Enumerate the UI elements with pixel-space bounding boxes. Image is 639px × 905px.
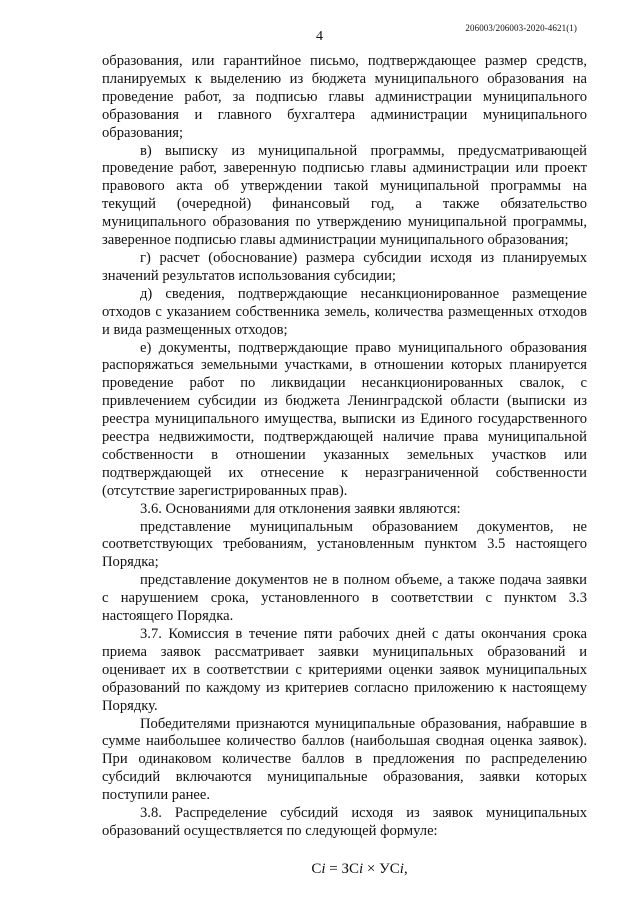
paragraph-item-d: д) сведения, подтверждающие несанкционированное размещение отходов с указанием собственника земель, количества размещенных отходов и вида размещенных отходов; xyxy=(102,285,587,338)
paragraph-winners: Победителями признаются муниципальные образования, набравшие в сумме наибольшее количество баллов (наибольшая сводная оценка заявок). При одинаковом количестве баллов в предложения по распределению субсидий включаются муниципальные образования, заявки которых поступили ранее. xyxy=(102,715,587,804)
paragraph-rejection-reason-2: представление документов не в полном объеме, а также подача заявки с нарушением срока, установленного в соответствии с пунктом 3.3 настоящего Порядка. xyxy=(102,572,587,625)
page-number: 4 xyxy=(316,29,323,44)
document-id: 206003/206003-2020-4621(1) xyxy=(465,23,577,33)
paragraph-item-e: е) документы, подтверждающие право муниципального образования распоряжаться земельными участками, в отношении которых планируется проведение работ по ликвидации несанкционированных свалок, с привлечением субсидии из бюджета Ленинградской области (выписки из реестра муниципального имущества, выписки из Единого государственного реестра недвижимости, подтверждающей наличие права муниципальной собственности в отношении указанных земельных участков или подтверждающей их отнесение к неразграниченной собственности (отсутствие зарегистрированных прав). xyxy=(102,339,587,499)
paragraph-3-6: 3.6. Основаниями для отклонения заявки являются: xyxy=(140,500,461,517)
paragraph-rejection-reason-1: представление муниципальным образованием документов, не соответствующих требованиям, установленным пунктом 3.5 настоящего Порядка; xyxy=(102,518,587,571)
paragraph-continuation: образования, или гарантийное письмо, подтверждающее размер средств, планируемых к выделению из бюджета муниципального образования на проведение работ, за подписью главы администрации муниципального образования и главного бухгалтера администрации муниципального образования; xyxy=(102,53,587,141)
paragraph-3-8: 3.8. Распределение субсидий исходя из заявок муниципальных образований осуществляется по следующей формуле: xyxy=(102,805,587,839)
document-body xyxy=(102,53,587,879)
paragraph-item-v: в) выписку из муниципальной программы, предусматривающей проведение работ, заверенную подписью главы администрации или проект правового акта об утверждении такой муниципальной программы на текущий (очередной) финансовый год, а также обязательство муниципального образования по утверждению муниципальной программы, заверенное подписью главы администрации муниципального образования; xyxy=(102,142,587,249)
formula: Сi = ЗСi × УСi, xyxy=(311,860,408,877)
paragraph-item-g: г) расчет (обоснование) размера субсидии исходя из планируемых значений результатов использования субсидии; xyxy=(102,249,587,284)
paragraph-3-7: 3.7. Комиссия в течение пяти рабочих дней с даты окончания срока приема заявок рассматривает заявки муниципальных образований и оценивает их в соответствии с критериями оценки заявок муниципальных образований по каждому из критериев согласно приложению к настоящему Порядку. xyxy=(102,626,587,714)
